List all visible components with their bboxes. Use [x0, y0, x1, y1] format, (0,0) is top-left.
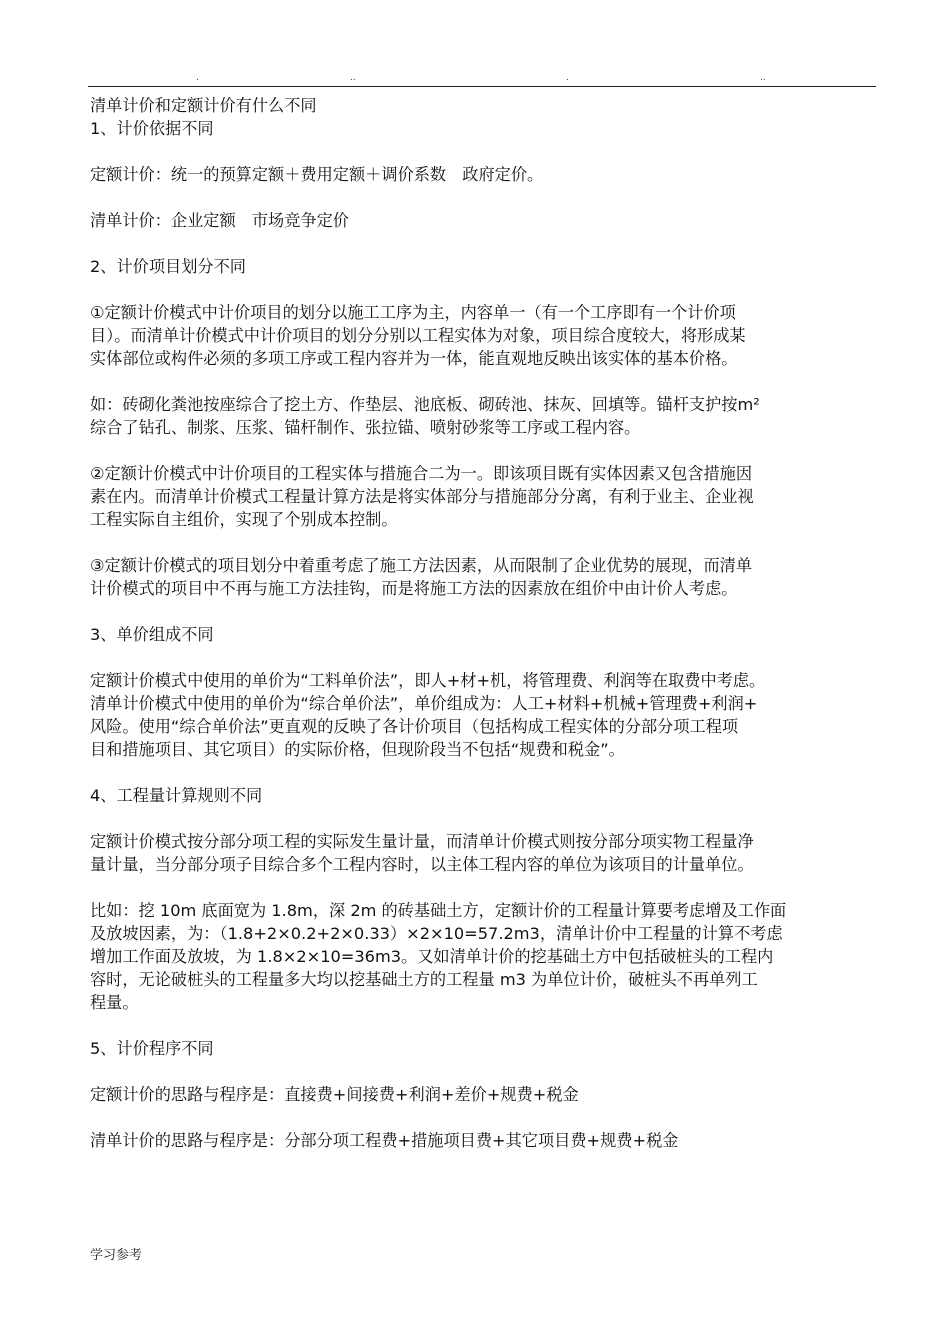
paragraph-line: 增加工作面及放坡，为 1.8×2×10=36m3。又如清单计价的挖基础土方中包括破桩头的工程内 [90, 947, 774, 966]
paragraph-line: 及放坡因素，为：（1.8+2×0.2+2×0.33）×2×10=57.2m3，清单计价中工程量的计算不考虑 [90, 924, 783, 943]
paragraph-line: 清单计价模式中使用的单价为“综合单价法”，单价组成为：人工+材料+机械+管理费+利润+ [90, 694, 758, 713]
header-dot: . [196, 73, 199, 83]
header-dot: .. [350, 73, 356, 83]
paragraph-line: 素在内。而清单计价模式工程量计算方法是将实体部分与措施部分分离，有利于业主、企业视 [90, 487, 754, 506]
paragraph-line: 程量。 [90, 993, 139, 1012]
paragraph-line: 计价模式的项目中不再与施工方法挂钩，而是将施工方法的因素放在组价中由计价人考虑。 [90, 579, 738, 598]
section-heading-3: 3、单价组成不同 [90, 625, 214, 644]
document-title: 清单计价和定额计价有什么不同 [90, 96, 317, 115]
paragraph-line: 目）。而清单计价模式中计价项目的划分分别以工程实体为对象，项目综合度较大，将形成某 [90, 326, 746, 345]
paragraph-line: 工程实际自主组价，实现了个别成本控制。 [90, 510, 398, 529]
paragraph-line: 量计量，当分部分项子目综合多个工程内容时，以主体工程内容的单位为该项目的计量单位。 [90, 855, 754, 874]
header-dot: .. [760, 73, 766, 83]
paragraph-line: 定额计价模式中使用的单价为“工料单价法”，即人+材+机，将管理费、利润等在取费中考虑。 [90, 671, 766, 690]
page-footer: 学习参考 [90, 1248, 143, 1263]
paragraph-line: 综合了钻孔、制浆、压浆、锚杆制作、张拉锚、喷射砂浆等工序或工程内容。 [90, 418, 641, 437]
paragraph-line: 清单计价：企业定额 市场竞争定价 [90, 211, 349, 230]
section-heading-1: 1、计价依据不同 [90, 119, 214, 138]
section-heading-5: 5、计价程序不同 [90, 1039, 214, 1058]
paragraph-line: 定额计价模式按分部分项工程的实际发生量计量，而清单计价模式则按分部分项实物工程量净 [90, 832, 754, 851]
paragraph-line: 实体部位或构件必须的多项工序或工程内容并为一体，能直观地反映出该实体的基本价格。 [90, 349, 738, 368]
paragraph-line: 定额计价的思路与程序是：直接费+间接费+利润+差价+规费+税金 [90, 1085, 579, 1104]
paragraph-line: 如：砖砌化粪池按座综合了挖土方、作垫层、池底板、砌砖池、抹灰、回填等。锚杆支护按m² [90, 395, 760, 414]
paragraph-line: 清单计价的思路与程序是：分部分项工程费+措施项目费+其它项目费+规费+税金 [90, 1131, 679, 1150]
paragraph-line: ③定额计价模式的项目划分中着重考虑了施工方法因素，从而限制了企业优势的展现，而清单 [90, 556, 753, 575]
paragraph-line: 比如：挖 10m 底面宽为 1.8m，深 2m 的砖基础土方，定额计价的工程量计算要考虑增及工作面 [90, 901, 787, 920]
header-dot: . [566, 73, 569, 83]
paragraph-line: 定额计价：统一的预算定额＋费用定额＋调价系数 政府定价。 [90, 165, 544, 184]
paragraph-line: ①定额计价模式中计价项目的划分以施工工序为主，内容单一（有一个工序即有一个计价项 [90, 303, 736, 322]
document-body [90, 94, 876, 1152]
header-rule [88, 86, 876, 87]
section-heading-2: 2、计价项目划分不同 [90, 257, 246, 276]
paragraph-line: 容时，无论破桩头的工程量多大均以挖基础土方的工程量 m3 为单位计价，破桩头不再单列工 [90, 970, 758, 989]
header-marks [0, 72, 950, 84]
paragraph-line: ②定额计价模式中计价项目的工程实体与措施合二为一。即该项目既有实体因素又包含措施因 [90, 464, 753, 483]
paragraph-line: 目和措施项目、其它项目）的实际价格，但现阶段当不包括“规费和税金”。 [90, 740, 625, 759]
section-heading-4: 4、工程量计算规则不同 [90, 786, 263, 805]
paragraph-line: 风险。使用“综合单价法”更直观的反映了各计价项目（包括构成工程实体的分部分项工程项 [90, 717, 739, 736]
